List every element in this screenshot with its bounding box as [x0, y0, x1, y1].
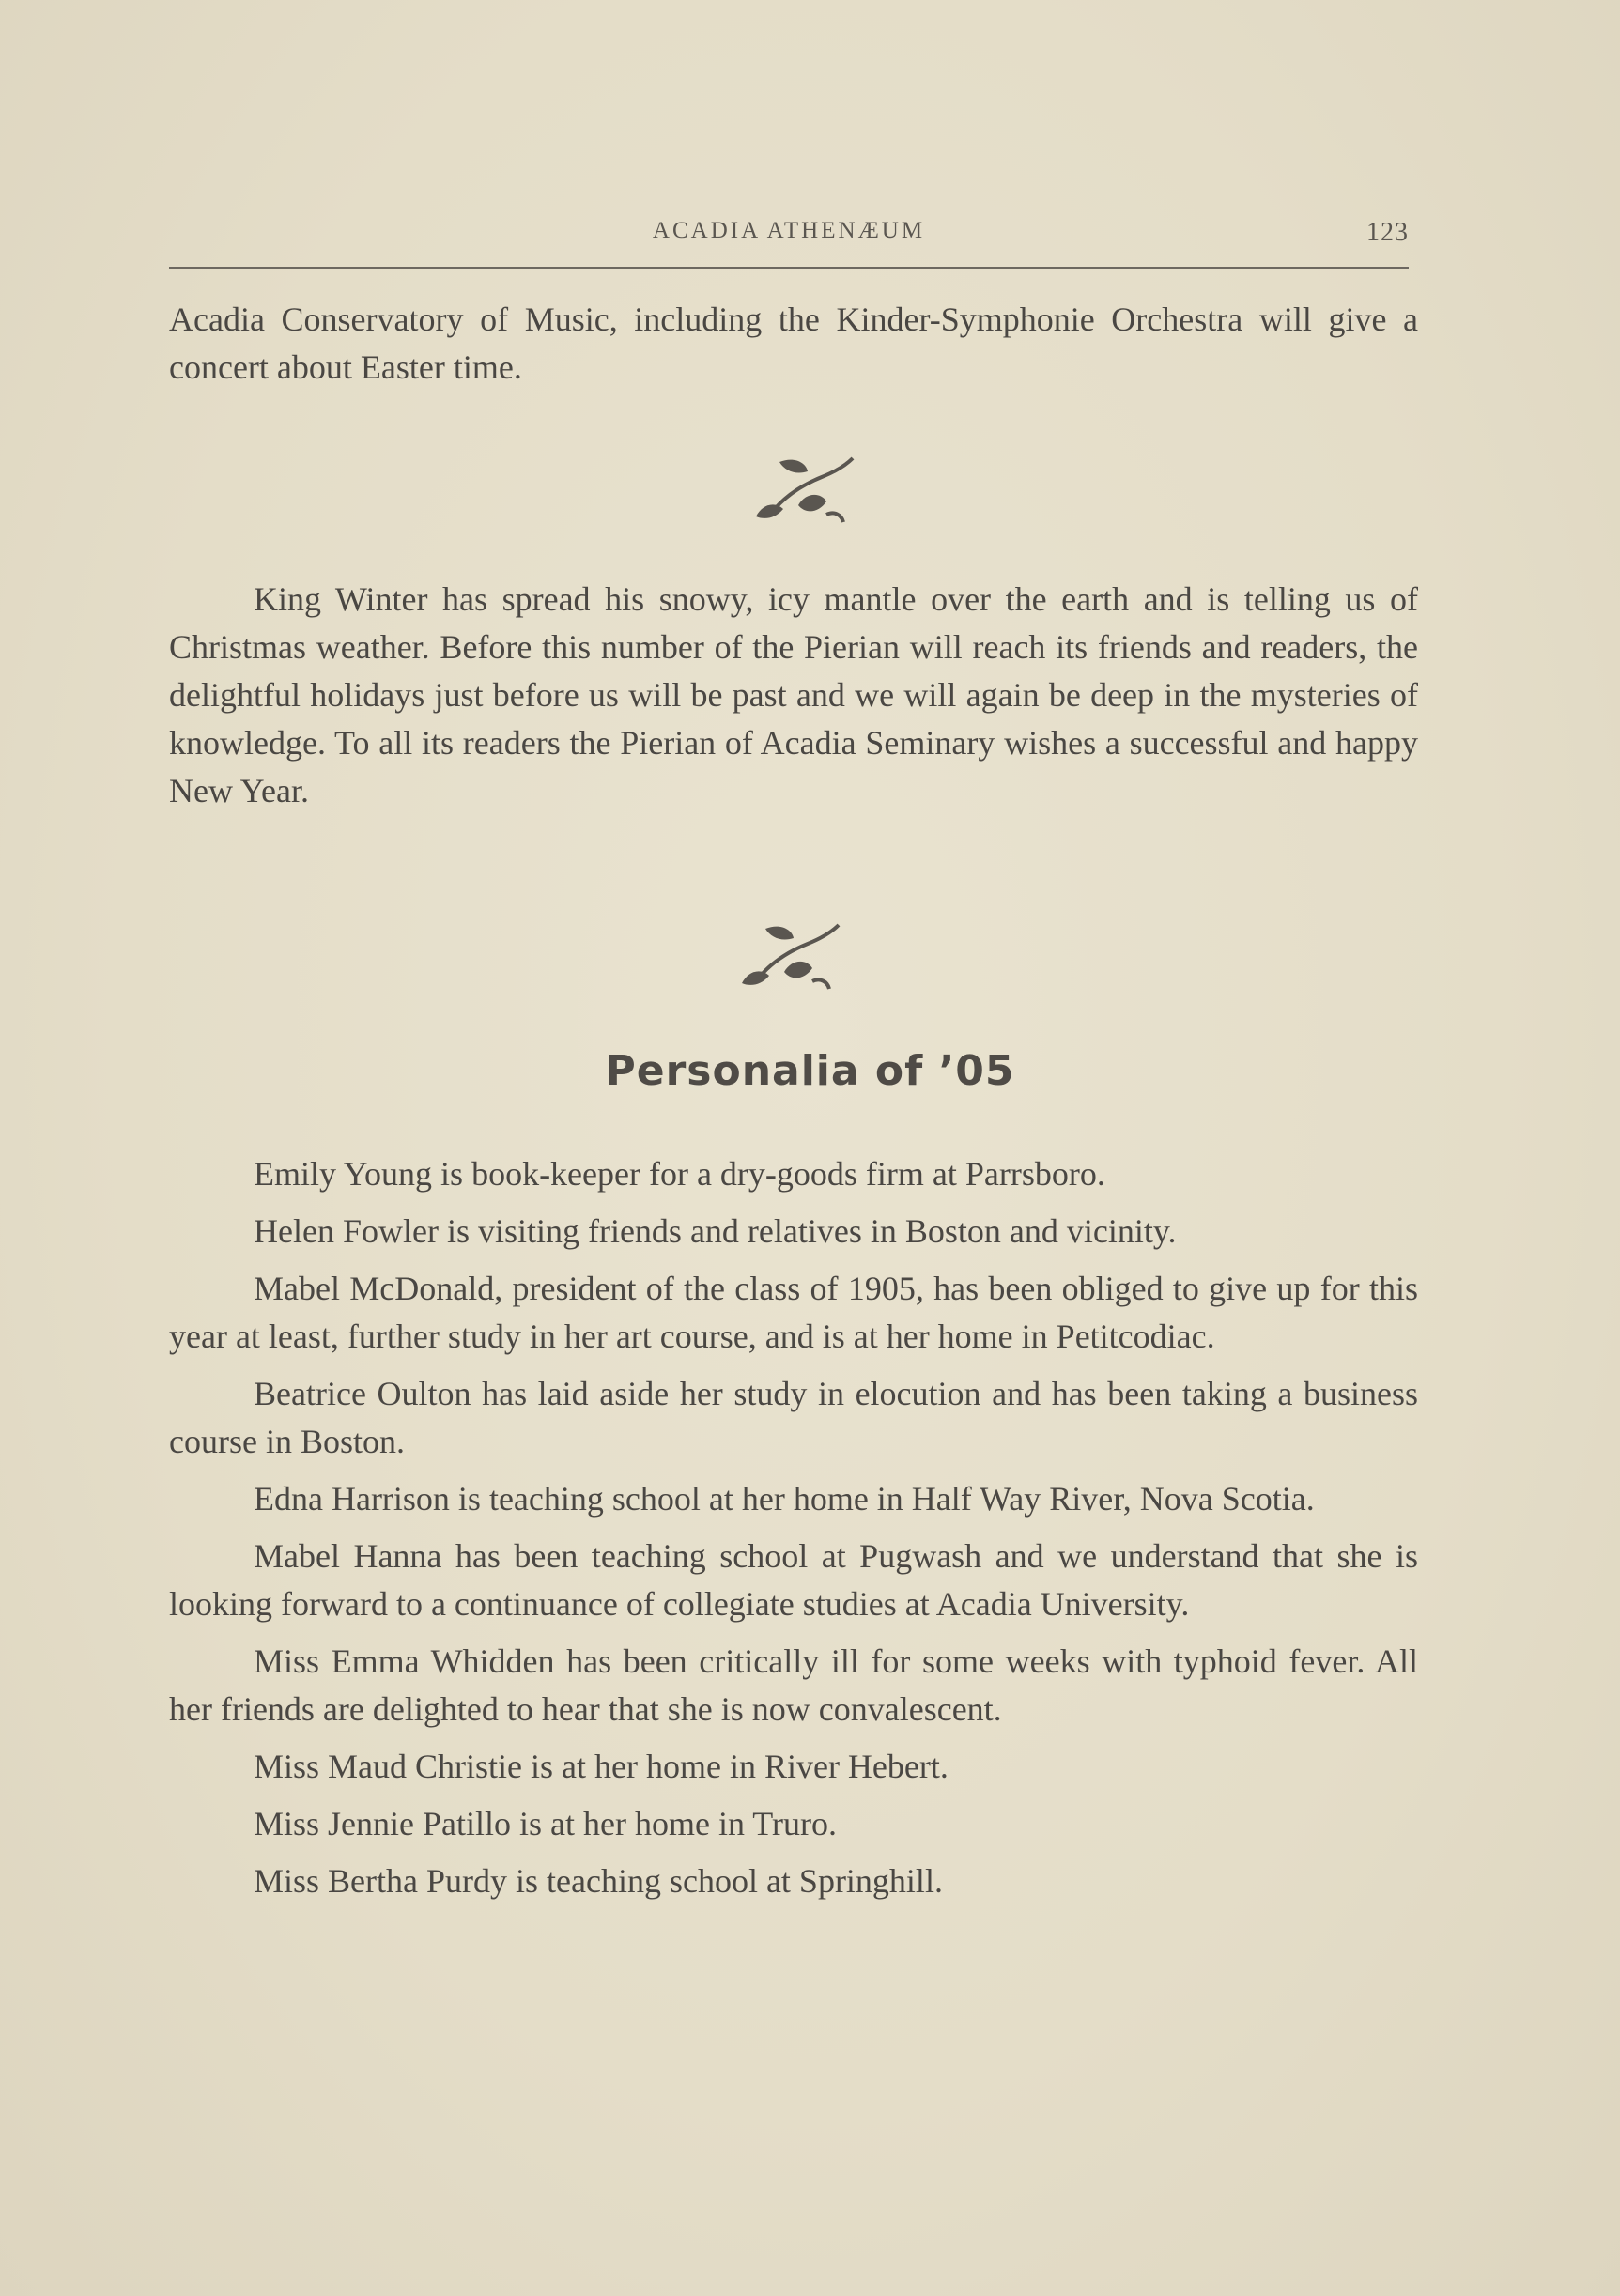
list-item: Beatrice Oulton has laid aside her study in elocution and has been taking a business course in Boston. [169, 1375, 1418, 1460]
personalia-list [169, 1150, 1418, 1915]
intro-section [169, 296, 1418, 392]
list-item: Mabel McDonald, president of the class of 1905, has been obliged to give up for this year at least, further study in her art course, and is at her home in Petitcodiac. [169, 1270, 1418, 1355]
list-item: Helen Fowler is visiting friends and relatives in Boston and vicinity. [254, 1212, 1177, 1250]
running-head: ACADIA ATHENÆUM [652, 218, 926, 243]
list-item: Mabel Hanna has been teaching school at Pugwash and we understand that she is looking forward to a continuance of collegiate studies at Acadia University. [169, 1537, 1418, 1623]
list-item: Miss Jennie Patillo is at her home in Truro. [254, 1805, 837, 1842]
editorial-section [169, 576, 1418, 815]
list-item: Miss Bertha Purdy is teaching school at Springhill. [254, 1862, 943, 1900]
list-item: Edna Harrison is teaching school at her home in Half Way River, Nova Scotia. [254, 1480, 1315, 1518]
section-title: Personalia of ’05 [605, 1047, 1015, 1095]
leaf-vine-ornament-icon [737, 916, 850, 1000]
intro-paragraph: Acadia Conservatory of Music, including the Kinder-Symphonie Orchestra will give a concert about Easter time. [169, 300, 1418, 386]
leaf-vine-ornament-icon [751, 449, 864, 533]
page-number: 123 [1366, 218, 1409, 247]
header-rule [169, 267, 1409, 269]
page-header [169, 218, 1409, 265]
list-item: Emily Young is book-keeper for a dry-goods firm at Parrsboro. [254, 1155, 1105, 1193]
list-item: Miss Emma Whidden has been critically ill for some weeks with typhoid fever. All her friends are delighted to hear that she is now convalescent. [169, 1642, 1418, 1728]
list-item: Miss Maud Christie is at her home in River Hebert. [254, 1748, 949, 1785]
editorial-paragraph: King Winter has spread his snowy, icy mantle over the earth and is telling us of Christmas weather. Before this number of the Pierian will reach its friends and readers, the delightful holidays just before us will be past and we will again be deep in the mysteries of knowledge. To all its readers the Pierian of Acadia Seminary wishes a successful and happy New Year. [169, 580, 1418, 809]
